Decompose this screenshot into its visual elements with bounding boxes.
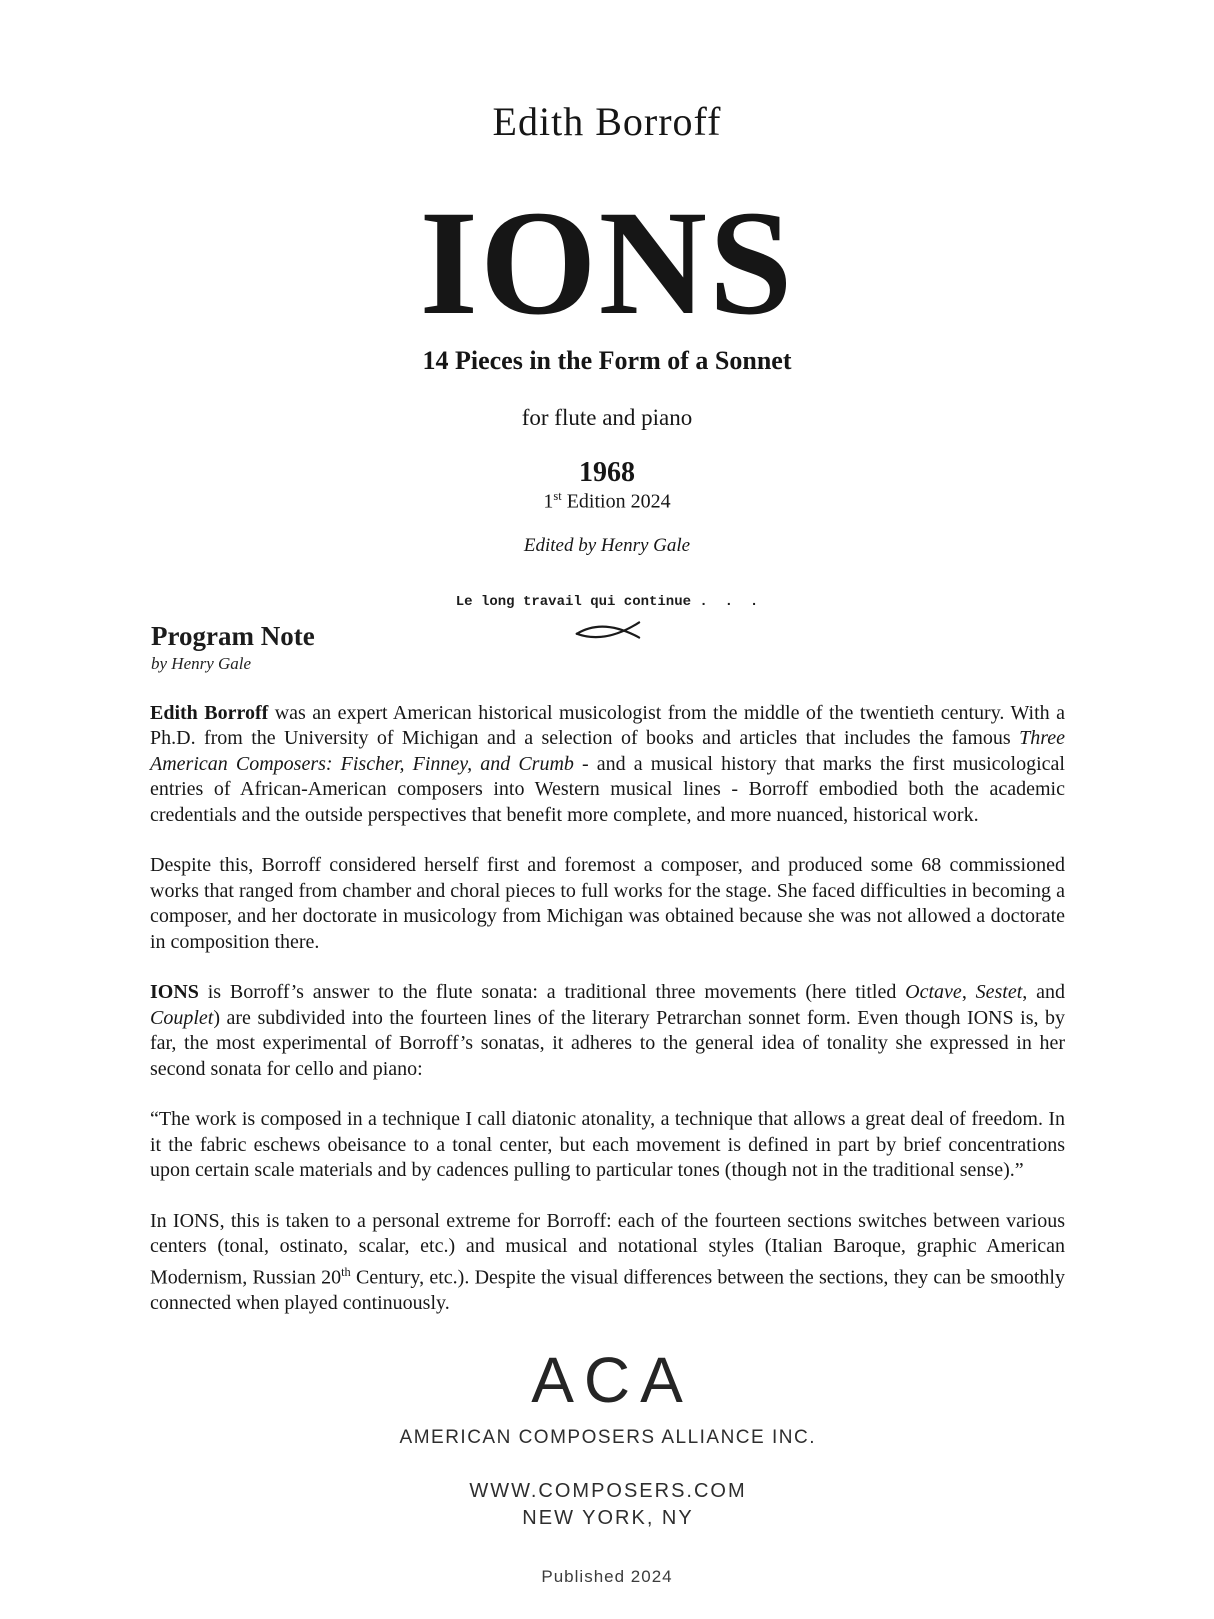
instrumentation-line: for flute and piano: [521, 405, 693, 430]
paragraph-3-sep-1: ,: [961, 981, 976, 1004]
paragraph-5-ordinal-suffix: th: [341, 1264, 351, 1279]
paragraph-1-lead: Edith Borroff: [150, 701, 269, 724]
movement-title-octave: Octave: [905, 981, 962, 1004]
edition-number: 1: [543, 490, 554, 513]
epigraph-text: Le long travail qui continue . . .: [455, 593, 759, 610]
paragraph-3-text: is Borroff’s answer to the flute sonata: a traditional three movements (here titled: [198, 981, 906, 1004]
movement-title-sestet: Sestet: [975, 981, 1023, 1004]
paragraph-1-text-2: - and a musical history that marks the first musicological entries of African-American composers into Western musical lines - Borroff embodied both the academic credentials and the outside perspectives that benefit more complete, and more nuanced, historical work.: [150, 752, 1065, 826]
composer-name: Edith Borroff: [492, 99, 722, 144]
paragraph-2-text: Despite this, Borroff considered herself first and foremost a composer, and produced some 68 commissioned works that ranged from chamber and choral pieces to full works for the stage. She faced difficulties in becoming a composer, and her doctorate in musicology from Michigan was obtained because she was not allowed a doctorate in composition there.: [150, 854, 1065, 953]
paragraph-3: [150, 980, 1065, 1082]
epigraph-section: [0, 593, 1214, 673]
paragraph-3-text-2: ) are subdivided into the fourteen lines of the literary Petrarchan sonnet form. Even though IONS is, by far, the most experimental of Borroff’s sonatas, it adheres to the general idea of tonality she expressed in her second sonata for cello and piano:: [150, 1006, 1065, 1080]
paragraph-4-text: “The work is composed in a technique I call diatonic atonality, a technique that allows a great deal of freedom. In it the fabric eschews obeisance to a tonal center, but each movement is defined in part by brief concentrations upon certain scale materials and by cadences pulling to particular tones (though not in the traditional sense).”: [150, 1108, 1065, 1182]
publisher-website: WWW.COMPOSERS.COM: [469, 1480, 747, 1503]
program-note-header: [151, 620, 315, 673]
published-line: Published 2024: [541, 1567, 673, 1587]
paragraph-2: [150, 853, 1065, 955]
paragraph-5-text-2: Century, etc.). Despite the visual differences between the sections, they can be smoothly connected when played continuously.: [150, 1266, 1065, 1314]
edition-line: [0, 490, 1214, 512]
publisher-name: AMERICAN COMPOSERS ALLIANCE INC.: [399, 1427, 816, 1449]
publisher-city: NEW YORK, NY: [522, 1507, 694, 1530]
editor-line: Edited by Henry Gale: [523, 534, 691, 556]
paragraph-3-sep-2: , and: [1022, 981, 1065, 1004]
paragraph-4-quote: [150, 1107, 1065, 1184]
work-subtitle: 14 Pieces in the Form of a Sonnet: [422, 346, 792, 375]
movement-title-couplet: Couplet: [150, 1006, 214, 1029]
publisher-block: [0, 1344, 1214, 1587]
composition-year: 1968: [579, 457, 635, 488]
aca-logo: ACA: [531, 1344, 693, 1417]
work-title: IONS: [419, 180, 795, 346]
edition-ordinal-suffix: st: [553, 489, 562, 503]
paragraph-5-text: In IONS, this is taken to a personal extreme for Borroff: each of the fourteen sections switches between various centers (tonal, ostinato, scalar, etc.) and musical and notational styles (Italian Baroque, graphic American Modernism, Russian 20: [150, 1209, 1065, 1289]
paragraph-5: [150, 1209, 1065, 1317]
paragraph-1-book-title: Three American Composers: Fischer, Finney, and Crumb: [150, 727, 1065, 775]
program-note-body: [150, 701, 1065, 1317]
edition-rest: Edition 2024: [561, 490, 671, 513]
paragraph-1: [150, 701, 1065, 829]
program-note-heading: Program Note: [151, 620, 315, 651]
paragraph-3-lead: IONS: [150, 981, 199, 1004]
paragraph-1-text: was an expert American historical musicologist from the middle of the twentieth century. With a Ph.D. from the University of Michigan and a selection of books and articles that includes the famous: [150, 701, 1065, 750]
program-note-byline: by Henry Gale: [151, 653, 252, 673]
